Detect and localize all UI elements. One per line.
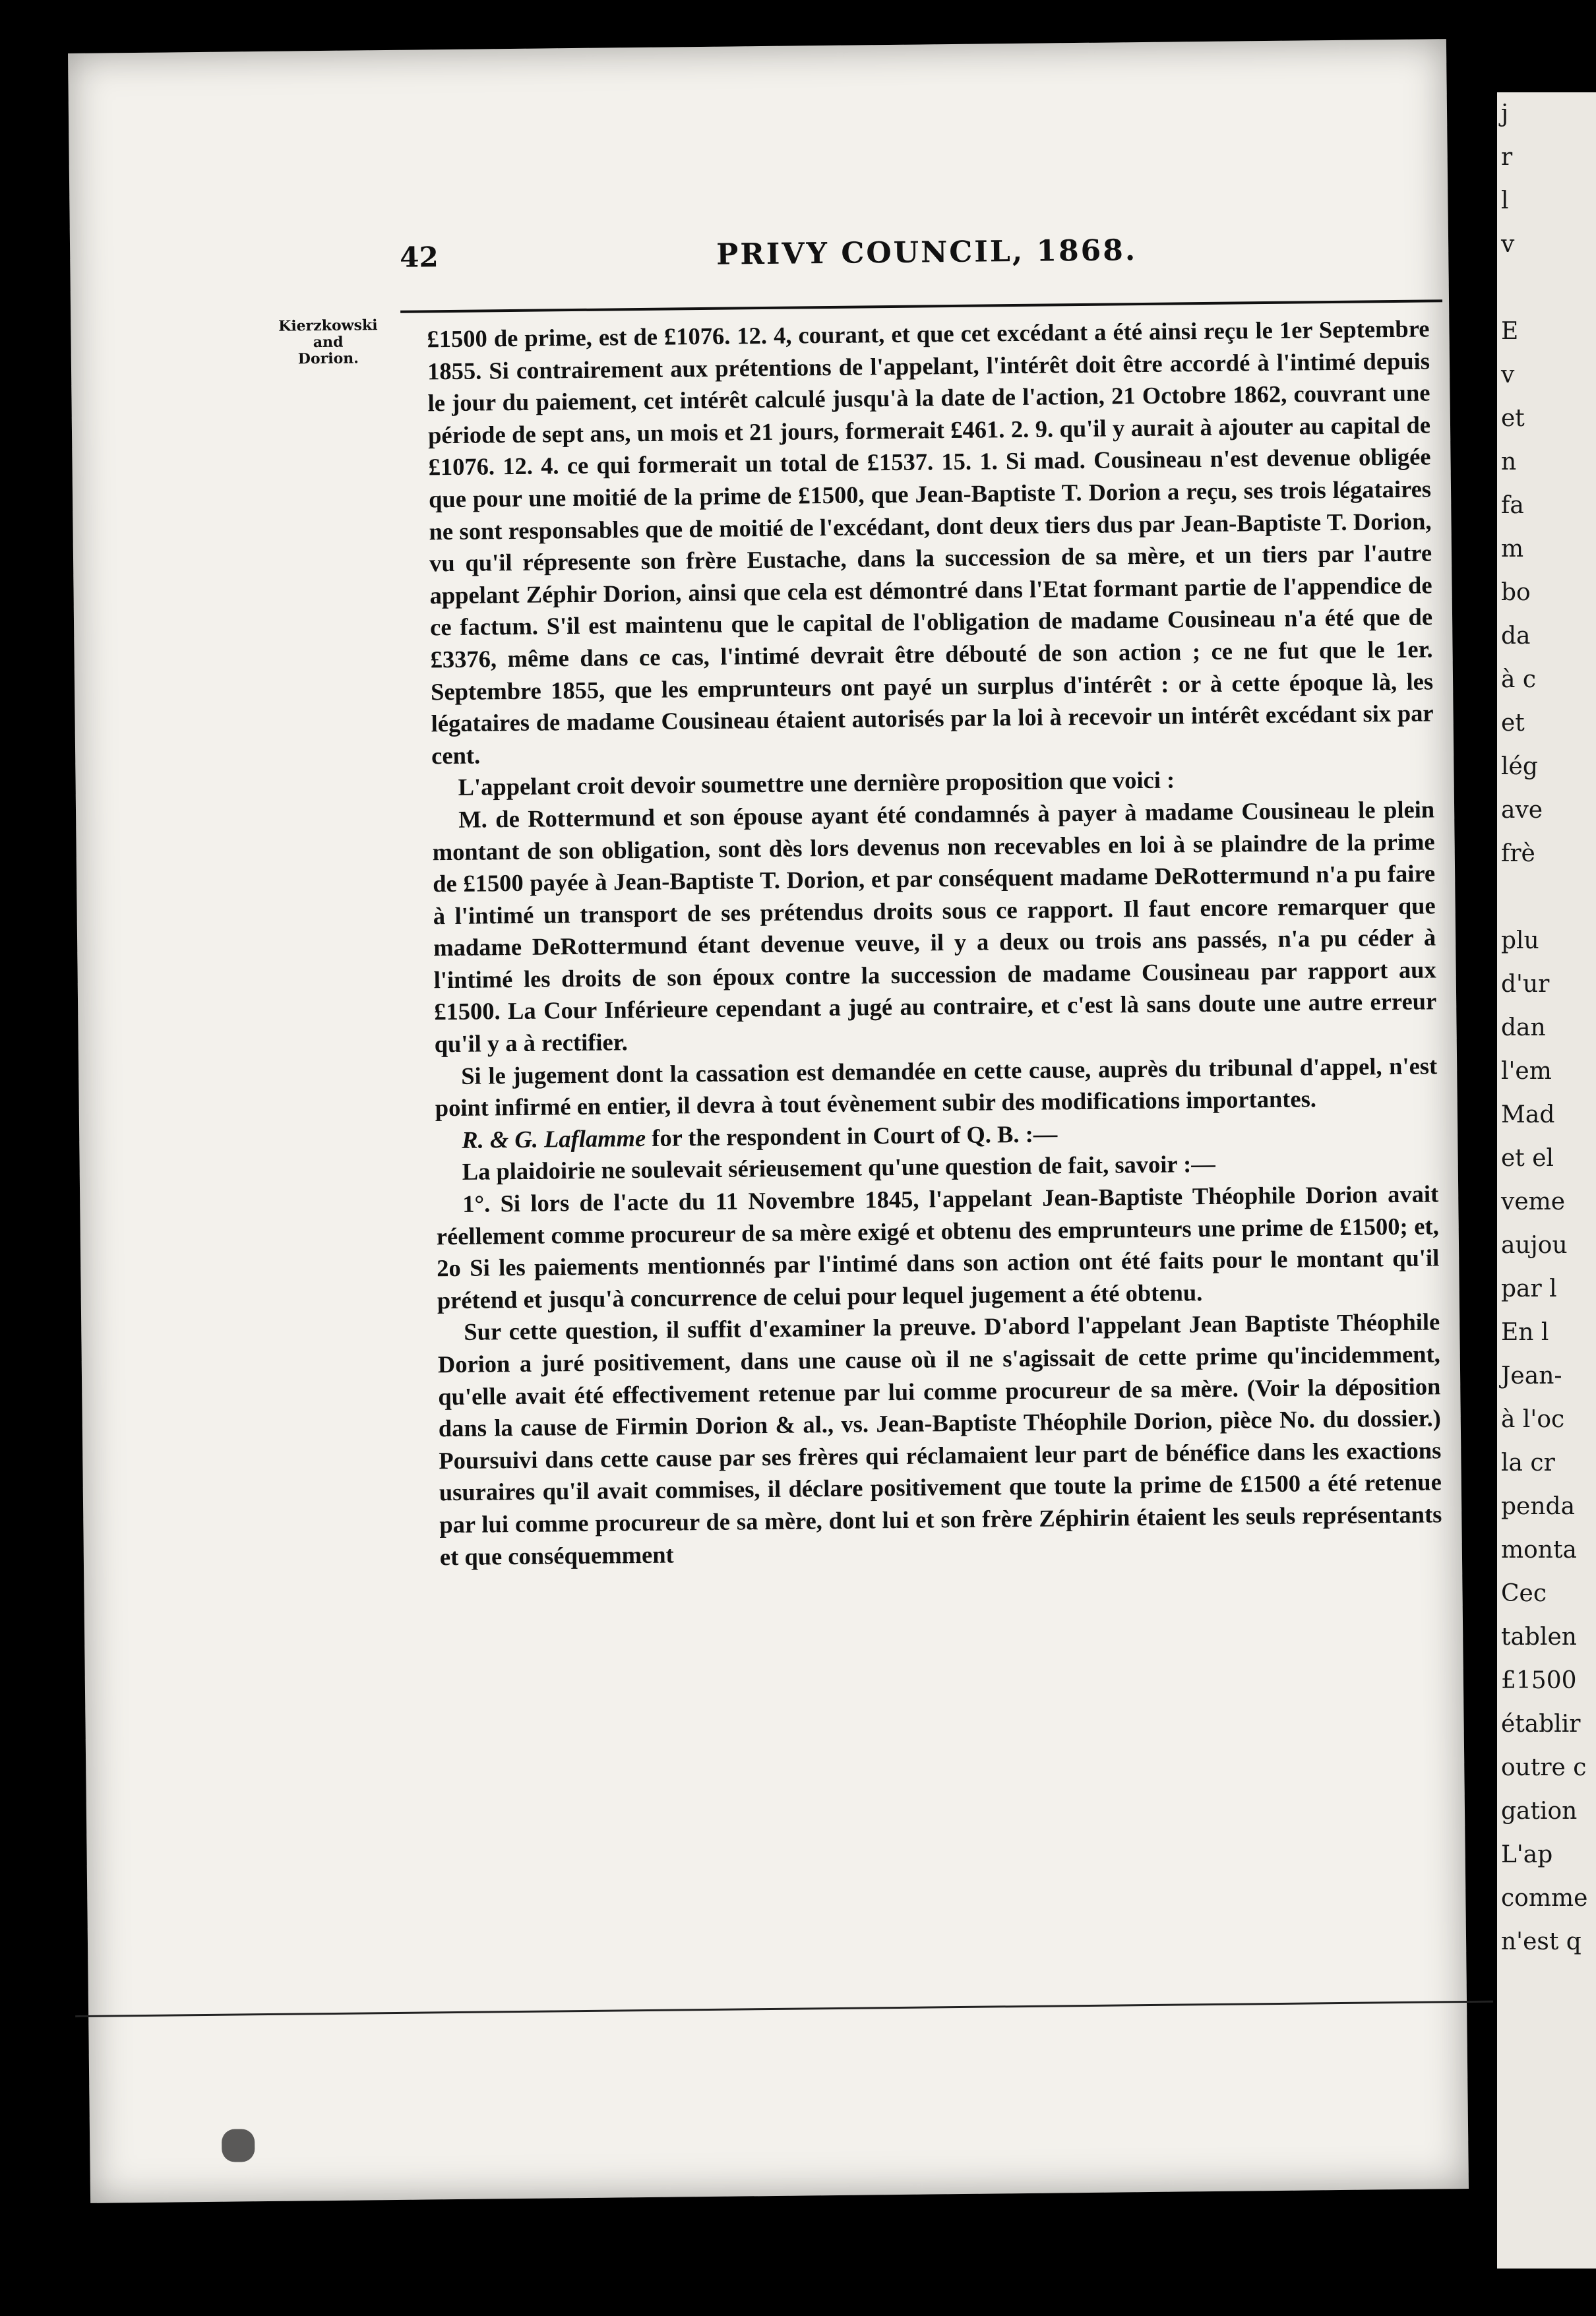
header-rule [400, 299, 1442, 313]
adjacent-page-fragment [1497, 92, 1596, 2269]
adjacent-page-line: m [1501, 535, 1524, 563]
paragraph: Sur cette question, il suffit d'examiner la preuve. D'abord l'appelant Jean Baptiste Théophile Dorion a juré positivement, dans une cause où il ne s'agissait de cette prime qu'incidemment, qu'elle avait été effectivement retenue par lui comme procureur de sa mère. (Voir la déposition dans la cause de Firmin Dorion & al., vs. Jean-Baptiste Théophile Dorion, pièce No. du dossier.) Poursuivi dans cette cause par ses frères qui réclamaient leur part de bénéfice dans les exactions usuraires qu'il avait commises, il déclare positivement que toute la prime de £1500 a été retenue par lui comme procureur de sa mère, dont lui et son frère Zéphirin étaient les seuls représentants et que conséquemment [437, 1308, 1442, 1570]
adjacent-page-line: Cec [1501, 1580, 1547, 1607]
adjacent-page-line: l [1501, 187, 1509, 214]
adjacent-page-line: lég [1501, 753, 1538, 780]
paragraph: M. de Rottermund et son épouse ayant été condamnés à payer à madame Cousineau le plein montant de son obligation, sont dès lors devenus non recevables en loi à se plaindre de la prime de £1500 payée à Jean-Baptiste T. Dorion, et par conséquent madame DeRottermund n'a pu faire à l'intimé un transport de ses prétendus droits sous ce rapport. Il faut encore remarquer que madame DeRottermund étant devenue veuve, il y a deux ou trois ans passés, n'a pu céder à l'intimé les droits de son époux contre la succession de madame Cousineau par rapport aux £1500. La Cour Inférieure cependant a jugé au contraire, et c'est là sans doute une autre erreur qu'il y a à rectifier. [432, 795, 1437, 1058]
adjacent-page-line: £1500 [1501, 1667, 1577, 1694]
adjacent-page-line: n'est q [1501, 1928, 1581, 1955]
adjacent-page-line: v [1501, 361, 1515, 388]
adjacent-page-line: à l'oc [1501, 1406, 1565, 1433]
margin-note-line: and [313, 333, 344, 351]
adjacent-page-line: da [1501, 623, 1531, 650]
counsel-text: for the respondent in Court of Q. B. :— [645, 1120, 1058, 1151]
adjacent-page-line: veme [1501, 1188, 1566, 1215]
adjacent-page-line: et [1501, 405, 1525, 432]
adjacent-page-line: à c [1501, 666, 1537, 693]
page-header [400, 230, 1429, 280]
paragraph: £1500 de prime, est de £1076. 12. 4, courant, et que cet excédant a été ainsi reçu le 1er Septembre 1855. Si contrairement aux prétentions de l'appelant, l'intérêt doit être accordé à l'intimé depuis le jour du paiement, cet intérêt calculé jusqu'à la date de l'action, 21 Octobre 1862, couvrant une période de sept ans, un mois et 21 jours, formerait £461. 2. 9. qu'il y aurait à ajouter au capital de £1076. 12. 4. ce qui formerait un total de £1537. 15. 1. Si mad. Cousineau n'est devenue obligée que pour une moitié de la prime de £1500, que Jean-Baptiste T. Dorion a reçu, ses trois légataires ne sont responsables que de moitié de l'excédant, dont deux tiers dus par Jean-Baptiste T. Dorion, vu qu'il répresente son frère Eustache, dans la succession de sa mère, et un tiers par l'autre appelant Zéphir Dorion, ainsi que cela est démontré dans l'Etat formant partie de l'appendice de ce factum. S'il est maintenu que le capital de l'obligation de madame Cousineau n'a été que de £3376, même dans ce cas, l'intimé devrait être débouté de son action ; ce ne fut que le 1er. Septembre 1855, que les emprunteurs ont payé un surplus d'intérêt : or à cette époque là, les légataires de madame Cousineau étaient autorisés par la loi à recevoir un intérêt excédant six par cent. [427, 315, 1434, 770]
margin-note-line: Kierzkowski [278, 317, 378, 335]
adjacent-page-line: v [1501, 231, 1515, 258]
adjacent-page-line: plu [1501, 927, 1539, 954]
document-page [68, 39, 1469, 2203]
adjacent-page-line: par l [1501, 1275, 1557, 1302]
adjacent-page-line: dan [1501, 1014, 1546, 1041]
adjacent-page-line: l'em [1501, 1058, 1552, 1085]
adjacent-page-line: j [1501, 100, 1509, 127]
adjacent-page-line: d'ur [1501, 971, 1550, 998]
adjacent-page-line [1497, 876, 1596, 919]
adjacent-page-line: gation [1501, 1798, 1578, 1825]
bottom-rule [75, 2001, 1493, 2018]
counsel-name: R. & G. Laflamme [462, 1124, 646, 1153]
adjacent-page-line: E [1501, 318, 1519, 345]
adjacent-page-line: frè [1501, 840, 1535, 867]
adjacent-page-line: la cr [1501, 1449, 1555, 1477]
adjacent-page-line: aujou [1501, 1232, 1568, 1259]
adjacent-page-line: En l [1501, 1319, 1549, 1346]
adjacent-page-line [1497, 266, 1596, 310]
adjacent-page-line: bo [1501, 579, 1531, 606]
paragraph: Si le jugement dont la cassation est demandée en cette cause, auprès du tribunal d'appel, n'est point infirmé en entier, il devra à tout évènement subir des modifications importantes. [435, 1052, 1438, 1122]
adjacent-page-line: fa [1501, 492, 1524, 519]
adjacent-page-line: monta [1501, 1537, 1577, 1564]
adjacent-page-line: r [1501, 144, 1513, 171]
adjacent-page-line: établir [1501, 1711, 1581, 1738]
adjacent-page-line: et el [1501, 1145, 1554, 1172]
paragraph: 1°. Si lors de l'acte du 11 Novembre 1845, l'appelant Jean-Baptiste Théophile Dorion avait réellement comme procureur de sa mère exigé et obtenu des emprunteurs une prime de £1500; et, 2o Si les paiements mentionnés par l'intimé dans son action ont été faits pour le montant qu'il prétend et jusqu'à concurrence de celui pour lequel jugement a été obtenu. [436, 1180, 1440, 1314]
margin-note [242, 317, 414, 369]
adjacent-page-line: ave [1501, 797, 1543, 824]
body-text [427, 313, 1442, 1573]
paragraph: L'appelant croit devoir soumettre une dernière proposition que voici : [458, 766, 1175, 801]
adjacent-page-line: comme [1501, 1885, 1588, 1912]
adjacent-page-line: n [1501, 448, 1517, 475]
adjacent-page-line: et [1501, 710, 1525, 737]
adjacent-page-line: L'ap [1501, 1841, 1553, 1868]
adjacent-page-line: penda [1501, 1493, 1576, 1520]
paragraph: La plaidoirie ne soulevait sérieusement qu'une question de fait, savoir :— [462, 1150, 1215, 1186]
adjacent-page-line: tablen [1501, 1624, 1577, 1651]
margin-note-line: Dorion. [297, 350, 359, 368]
adjacent-page-line: outre c [1501, 1754, 1587, 1781]
adjacent-page-line: Jean- [1501, 1362, 1562, 1389]
adjacent-page-line: Mad [1501, 1101, 1555, 1128]
ink-smudge [222, 2129, 255, 2162]
running-title: PRIVY COUNCIL, 1868. [716, 233, 1138, 272]
page-number: 42 [399, 241, 439, 274]
